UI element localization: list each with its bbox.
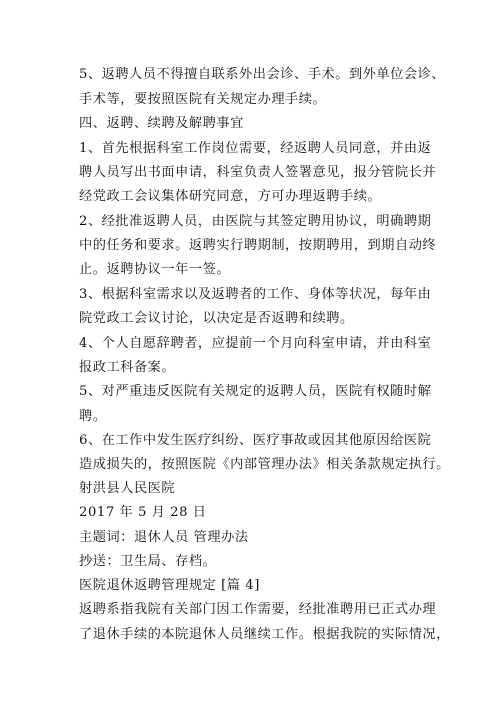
article-title: 医院退休返聘管理规定 [篇 4] xyxy=(79,578,260,593)
text-line: 聘。 xyxy=(79,409,107,424)
subject-keywords: 主题词：退休人员 管理办法 xyxy=(79,530,249,545)
text-line: 报政工科备案。 xyxy=(79,360,176,375)
text-line: 聘人员写出书面申请，科室负责人签署意见，报分管院长并 xyxy=(79,165,437,180)
text-line: 了退休手续的本院退休人员继续工作。根据我院的实际情况， xyxy=(79,627,450,642)
text-line: 中的任务和要求。返聘实行聘期制，按期聘用，到期自动终 xyxy=(79,238,437,253)
cc-line: 抄送：卫生局、存档。 xyxy=(79,554,217,569)
section-heading: 四、返聘、续聘及解聘事宜 xyxy=(79,116,244,131)
text-line: 4、个人自愿辞聘者，应提前一个月向科室申请，并由科室 xyxy=(79,336,432,351)
text-line: 5、对严重违反医院有关规定的返聘人员，医院有权随时解 xyxy=(79,384,432,399)
text-line: 5、返聘人员不得擅自联系外出会诊、手术。到外单位会诊、 xyxy=(79,67,446,82)
text-line: 返聘系指我院有关部门因工作需要，经批准聘用已正式办理 xyxy=(79,602,437,617)
text-line: 手术等，要按照医院有关规定办理手续。 xyxy=(79,92,327,107)
issue-date: 2017 年 5 月 28 日 xyxy=(79,505,207,520)
text-line: 院党政工会议讨论，以决定是否返聘和续聘。 xyxy=(79,311,354,326)
issuer-name: 射洪县人民医院 xyxy=(79,481,176,496)
text-line: 止。返聘协议一年一签。 xyxy=(79,262,231,277)
text-line: 1、首先根据科室工作岗位需要，经返聘人员同意，并由返 xyxy=(79,141,432,156)
text-line: 造成损失的，按照医院《内部管理办法》相关条款规定执行。 xyxy=(79,457,450,472)
text-line: 3、根据科室需求以及返聘者的工作、身体等状况，每年由 xyxy=(79,287,432,302)
text-line: 经党政工会议集体研究同意，方可办理返聘手续。 xyxy=(79,189,382,204)
text-line: 6、在工作中发生医疗纠纷、医疗事故或因其他原因给医院 xyxy=(79,433,432,448)
text-line: 2、经批准返聘人员，由医院与其签定聘用协议，明确聘期 xyxy=(79,214,432,229)
